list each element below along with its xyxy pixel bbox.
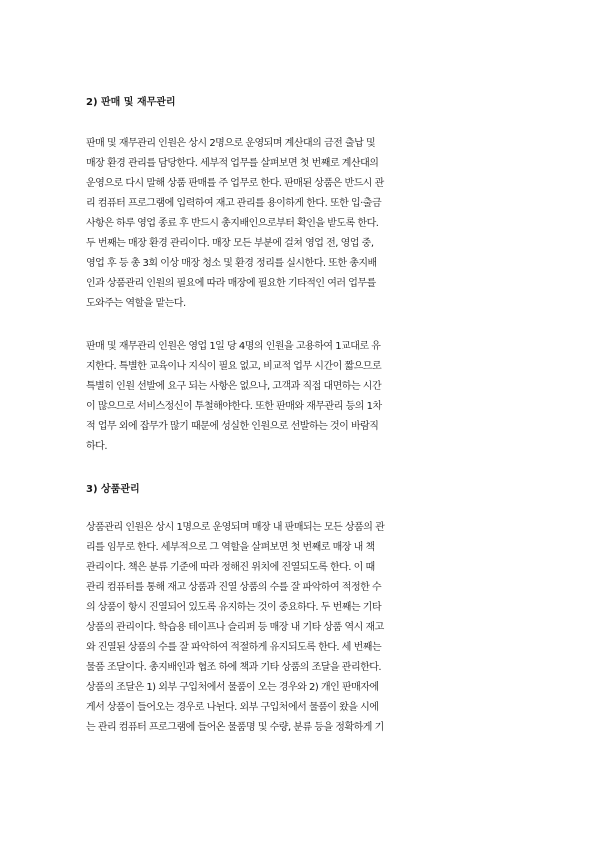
text-line: 두 번째는 매장 환경 관리이다. 매장 모든 부분에 걸쳐 영업 전, 영업 중, [86,238,374,249]
text-line: 영업 후 등 총 3회 이상 매장 청소 및 환경 정리를 실시한다. 또한 총지배 [86,258,377,269]
text-line: 는 관리 컴퓨터 프로그램에 들어온 물품명 및 수량, 분류 등을 정확하게 기 [86,722,384,733]
text-line: 특별히 인원 선발에 요구 되는 사항은 없으나, 고객과 직접 대면하는 시간 [86,381,382,392]
paragraph-product-management [86,518,511,738]
text-line: 관리이다. 책은 분류 기준에 따라 정해진 위치에 진열되도록 한다. 이 때 [86,562,375,573]
text-line: 상품의 조달은 1) 외부 구입처에서 물품이 오는 경우와 2) 개인 판매자에 [86,682,379,693]
text-line: 관리 컴퓨터를 통해 재고 상품과 진열 상품의 수를 잘 파악하여 적정한 수 [86,582,382,593]
text-line: 운영으로 다시 말해 상품 판매를 주 업무로 한다. 판매된 상품은 반드시 관 [86,178,384,189]
text-line: 적 업무 외에 잡무가 많기 때문에 성실한 인원으로 선발하는 것이 바람직 [86,421,379,432]
text-line: 게서 상품이 들어오는 경우로 나뉜다. 외부 구입처에서 물품이 왔을 시에 [86,702,379,713]
text-line: 지한다. 특별한 교육이나 지식이 필요 없고, 비교적 업무 시간이 짧으므로 [86,361,382,372]
section-heading-products: 3) 상품관리 [86,484,140,495]
text-line: 판매 및 재무관리 인원은 영업 1일 당 4명의 인원을 고용하여 1교대로 유 [86,341,381,352]
text-line: 판매 및 재무관리 인원은 상시 2명으로 운영되며 계산대의 금전 출납 및 [86,138,376,149]
paragraph-sales-duties [86,134,511,314]
paragraph-sales-staffing [86,337,511,457]
text-line: 상품관리 인원은 상시 1명으로 운영되며 매장 내 판매되는 모든 상품의 관 [86,522,385,533]
text-line: 사항은 하루 영업 종료 후 반드시 총지배인으로부터 확인을 받도록 한다. [86,218,379,229]
text-line: 인과 상품관리 인원의 필요에 따라 매장에 필요한 기타적인 여러 업무를 [86,278,376,289]
text-line: 리를 임무로 한다. 세부적으로 그 역할을 살펴보면 첫 번째로 매장 내 책 [86,542,375,553]
text-line: 리 컴퓨터 프로그램에 입력하여 재고 관리를 용이하게 한다. 또한 입·출금 [86,198,382,209]
text-line: 의 상품이 항시 진열되어 있도록 유지하는 것이 중요하다. 두 번째는 기타 [86,602,382,613]
text-line: 와 진열된 상품의 수를 잘 파악하여 적절하게 유지되도록 한다. 세 번째는 [86,642,382,653]
text-line: 상품의 관리이다. 학습용 테이프나 슬리퍼 등 매장 내 기타 상품 역시 재고 [86,622,384,633]
text-line: 매장 환경 관리를 담당한다. 세부적 업무를 살펴보면 첫 번째로 계산대의 [86,158,379,169]
text-line: 하다. [86,441,107,452]
section-heading-sales: 2) 판매 및 재무관리 [86,97,176,108]
text-line: 물품 조달이다. 총지배인과 협조 하에 책과 기타 상품의 조달을 관리한다. [86,662,382,673]
text-line: 도와주는 역할을 맡는다. [86,298,186,309]
text-line: 이 많으므로 서비스정신이 투철해야한다. 또한 판매와 재무관리 등의 1차 [86,401,382,412]
